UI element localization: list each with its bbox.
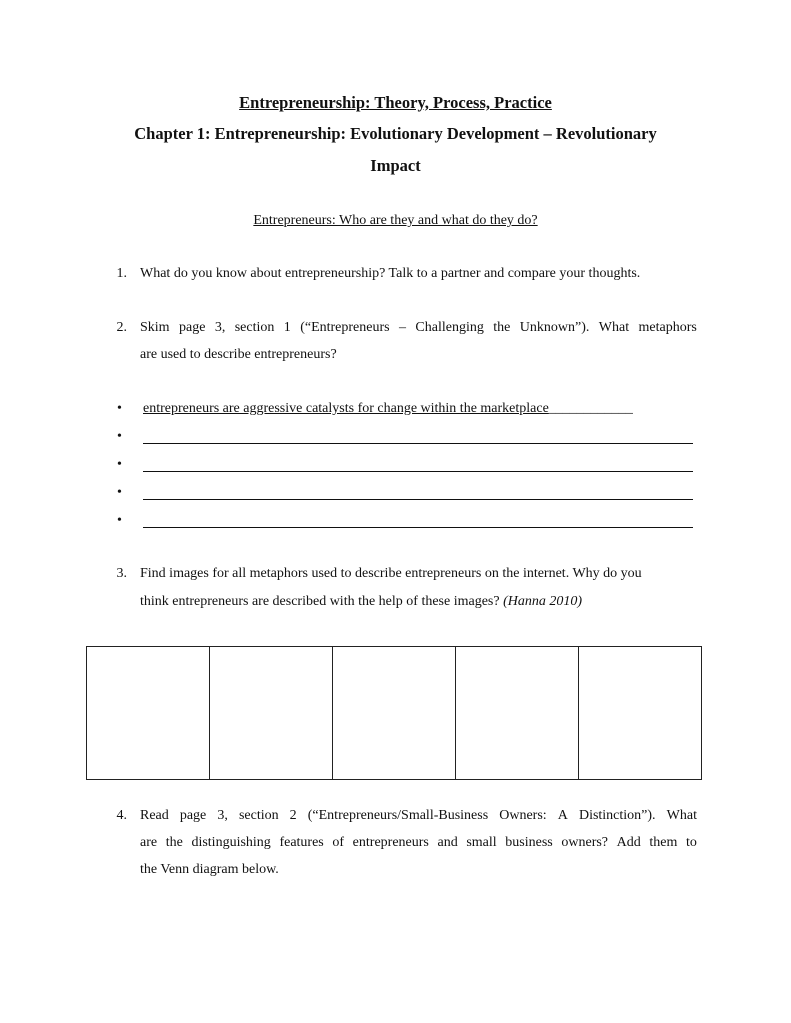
question-number: 3. — [116, 566, 127, 581]
answer-blank-line[interactable] — [143, 499, 693, 500]
answer-blank-line[interactable] — [143, 527, 693, 528]
question-2-text-line2: are used to describe entrepreneurs? — [140, 347, 337, 362]
image-cell[interactable] — [210, 647, 333, 780]
justified-word: the — [165, 835, 183, 850]
justified-word: and — [437, 835, 458, 850]
justified-word: to — [686, 835, 697, 850]
bullet-point: • — [117, 429, 122, 444]
question-number: 1. — [116, 266, 127, 281]
justified-word: them — [649, 835, 678, 850]
answer-blank-line[interactable] — [143, 443, 693, 444]
justified-word: distinguishing — [191, 835, 271, 850]
justified-word: Challenging — [415, 320, 484, 335]
answer-blank-line[interactable] — [143, 471, 693, 472]
question-number: 4. — [116, 808, 127, 823]
justified-word: owners? — [561, 835, 609, 850]
chapter-title-line1: Chapter 1: Entrepreneurship: Evolutionary Development – Revolutionary — [134, 124, 657, 143]
justified-word: (“Entrepreneurs/Small-Business — [307, 808, 489, 823]
justified-word: Unknown”). — [519, 320, 590, 335]
justified-word: (“Entrepreneurs — [300, 320, 390, 335]
question-4-text-line1 — [140, 808, 697, 824]
justified-word: Skim — [140, 320, 170, 335]
justified-word: page — [178, 320, 206, 335]
image-cell[interactable] — [333, 647, 456, 780]
bullet-point: • — [117, 485, 122, 500]
justified-word: 2 — [289, 808, 297, 823]
justified-word: 3, — [214, 320, 226, 335]
bullet-point: • — [117, 401, 122, 416]
justified-word: 1 — [283, 320, 291, 335]
image-grid — [86, 646, 702, 780]
answer-trailing-blank: ____________ — [548, 401, 633, 416]
justified-word: section — [238, 808, 279, 823]
bullet-point: • — [117, 457, 122, 472]
justified-word: 3, — [217, 808, 228, 823]
justified-word: the — [493, 320, 511, 335]
justified-word: – — [399, 320, 407, 335]
justified-word: Owners: — [499, 808, 547, 823]
justified-word: Read — [140, 808, 169, 823]
book-title: Entrepreneurship: Theory, Process, Practice — [239, 93, 552, 112]
justified-word: of — [332, 835, 345, 850]
justified-word: small — [466, 835, 497, 850]
citation: (Hanna 2010) — [503, 594, 583, 609]
question-2-text-line1 — [140, 320, 697, 336]
question-3-text-line2 — [140, 594, 582, 610]
question-3-text-line1: Find images for all metaphors used to describe entrepreneurs on the internet. Why do you — [140, 566, 642, 581]
justified-word: business — [505, 835, 553, 850]
justified-word: A — [557, 808, 568, 823]
image-cell[interactable] — [87, 647, 210, 780]
justified-word: Add — [616, 835, 641, 850]
question-number: 2. — [116, 320, 127, 335]
justified-word: What — [598, 320, 630, 335]
justified-word: page — [179, 808, 207, 823]
justified-word: Distinction”). — [578, 808, 656, 823]
image-cell[interactable] — [456, 647, 579, 780]
question-4-text-line2 — [140, 835, 697, 851]
justified-word: features — [279, 835, 324, 850]
metaphor-answer-1[interactable] — [143, 401, 633, 417]
chapter-title-line2: Impact — [370, 156, 421, 175]
question-3-text: think entrepreneurs are described with the help of these images? — [140, 594, 500, 609]
justified-word: entrepreneurs — [352, 835, 429, 850]
justified-word: section — [234, 320, 275, 335]
justified-word: What — [666, 808, 697, 823]
justified-word: metaphors — [638, 320, 697, 335]
section-title: Entrepreneurs: Who are they and what do they do? — [253, 213, 538, 228]
question-1-text: What do you know about entrepreneurship? Talk to a partner and compare your thoughts. — [140, 266, 641, 281]
question-4-text-line3: the Venn diagram below. — [140, 862, 279, 877]
filled-answer-text: entrepreneurs are aggressive catalysts for change within the marketplace — [143, 401, 549, 416]
justified-word: are — [140, 835, 158, 850]
bullet-point: • — [117, 513, 122, 528]
image-cell[interactable] — [579, 647, 702, 780]
